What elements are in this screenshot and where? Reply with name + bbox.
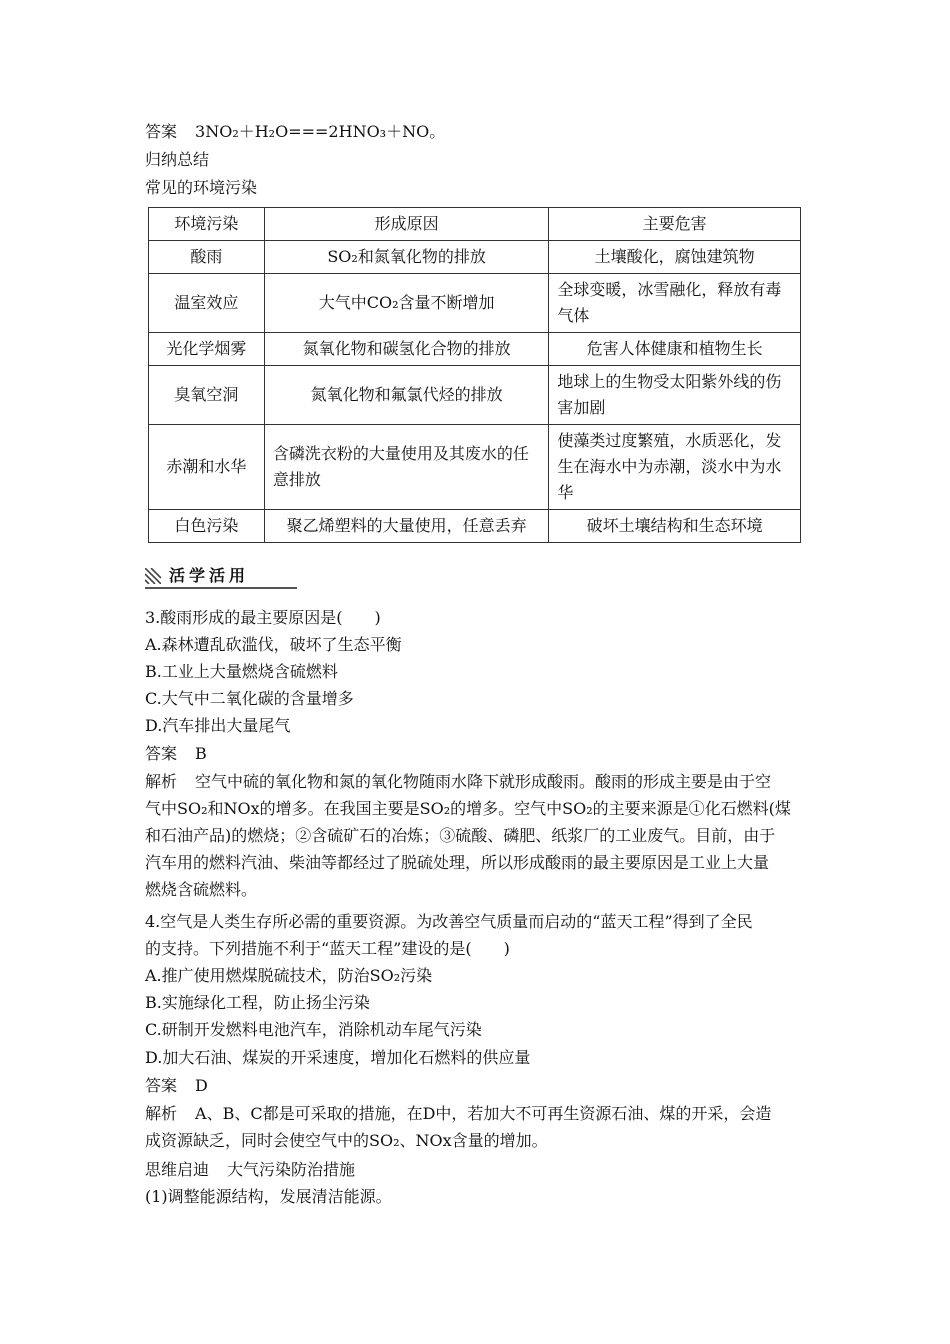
table-row <box>149 366 801 425</box>
table-cell: 赤潮和水华 <box>149 425 265 510</box>
table-header-cell: 环境污染 <box>149 208 265 241</box>
option-item: A.森林遭乱砍滥伐，破坏了生态平衡 <box>145 635 402 654</box>
table-row <box>149 274 801 333</box>
table-cell: 白色污染 <box>149 510 265 543</box>
option-item: D.加大石油、煤炭的开采速度，增加化石燃料的供应量 <box>145 1048 531 1067</box>
analysis-label: 解析 <box>145 1104 178 1123</box>
table-header-row <box>149 208 801 241</box>
table-header-cell: 主要危害 <box>549 208 801 241</box>
table-cell: 使藻类过度繁殖，水质恶化，发生在海水中为赤潮，淡水中为水华 <box>549 425 801 510</box>
question-stem: 3.酸雨形成的最主要原因是( ) <box>145 608 381 627</box>
option-item: B.工业上大量燃烧含硫燃料 <box>145 662 338 681</box>
question-stem: 4.空气是人类生存所必需的重要资源。为改善空气质量而启动的“蓝天工程”得到了全民 <box>145 912 753 931</box>
option-item: B.实施绿化工程，防止扬尘污染 <box>145 993 370 1012</box>
analysis-text: 燃烧含硫燃料。 <box>145 880 258 899</box>
analysis-text: 气中SO₂和NOx的增多。在我国主要是SO₂的增多。空气中SO₂的主要来源是①化石燃料(煤 <box>145 799 791 818</box>
answer-line <box>145 744 815 764</box>
table-row <box>149 241 801 274</box>
table-cell: SO₂和氮氧化物的排放 <box>264 241 549 274</box>
answer-value: D <box>195 1076 208 1095</box>
table-cell: 危害人体健康和植物生长 <box>549 333 801 366</box>
table-cell: 地球上的生物受太阳紫外线的伤害加剧 <box>549 366 801 425</box>
section-title: 活学活用 <box>169 566 250 585</box>
table-cell: 光化学烟雾 <box>149 333 265 366</box>
table-cell: 温室效应 <box>149 274 265 333</box>
option-item: A.推广使用燃煤脱硫技术，防治SO₂污染 <box>145 966 433 985</box>
table-cell: 聚乙烯塑料的大量使用，任意丢弃 <box>264 510 549 543</box>
table-caption: 常见的环境污染 <box>145 178 258 197</box>
table-cell: 臭氧空洞 <box>149 366 265 425</box>
table-cell: 大气中CO₂含量不断增加 <box>264 274 549 333</box>
table-row <box>149 510 801 543</box>
option-item: D.汽车排出大量尾气 <box>145 716 291 735</box>
option-item: C.大气中二氧化碳的含量增多 <box>145 689 354 708</box>
summary-heading: 归纳总结 <box>145 150 210 169</box>
table-header-cell: 形成原因 <box>264 208 549 241</box>
analysis-line <box>145 1104 815 1124</box>
analysis-label: 解析 <box>145 772 178 791</box>
diagonal-stripe-icon <box>145 568 161 584</box>
question-stem: 的支持。下列措施不利于“蓝天工程”建设的是( ) <box>145 939 510 958</box>
table-cell: 土壤酸化，腐蚀建筑物 <box>549 241 801 274</box>
table-cell: 破坏土壤结构和生态环境 <box>549 510 801 543</box>
analysis-text: A、B、C都是可采取的措施，在D中，若加大不可再生资源石油、煤的开采，会造 <box>195 1104 772 1123</box>
table-cell: 含磷洗衣粉的大量使用及其废水的任意排放 <box>264 425 549 510</box>
section-header <box>145 566 297 590</box>
answer-label: 答案 <box>145 122 178 141</box>
thinking-label: 思维启迪 <box>145 1160 210 1179</box>
analysis-text: 和石油产品)的燃烧；②含硫矿石的冶炼；③硫酸、磷肥、纸浆厂的工业废气。目前，由于 <box>145 826 776 845</box>
answer-text: 3NO₂＋H₂O===2HNO₃＋NO。 <box>195 122 446 141</box>
pollution-table <box>148 207 801 543</box>
table-cell: 全球变暖，冰雪融化，释放有毒气体 <box>549 274 801 333</box>
answer-line <box>145 1076 815 1096</box>
analysis-line <box>145 772 815 792</box>
answer-label: 答案 <box>145 744 178 763</box>
answer-line <box>145 122 815 142</box>
thinking-item: (1)调整能源结构，发展清洁能源。 <box>145 1187 392 1206</box>
thinking-line <box>145 1160 815 1180</box>
analysis-text: 汽车用的燃料汽油、柴油等都经过了脱硫处理，所以形成酸雨的最主要原因是工业上大量 <box>145 853 770 872</box>
analysis-text: 成资源缺乏，同时会使空气中的SO₂、NOx含量的增加。 <box>145 1131 548 1150</box>
section-divider <box>145 587 297 589</box>
option-item: C.研制开发燃料电池汽车，消除机动车尾气污染 <box>145 1020 482 1039</box>
table-row <box>149 333 801 366</box>
table-cell: 酸雨 <box>149 241 265 274</box>
table-cell: 氮氧化物和氟氯代烃的排放 <box>264 366 549 425</box>
answer-value: B <box>195 744 207 763</box>
analysis-text: 空气中硫的氧化物和氮的氧化物随雨水降下就形成酸雨。酸雨的形成主要是由于空 <box>195 772 772 791</box>
table-row <box>149 425 801 510</box>
table-cell: 氮氧化物和碳氢化合物的排放 <box>264 333 549 366</box>
answer-label: 答案 <box>145 1076 178 1095</box>
thinking-title: 大气污染防治措施 <box>227 1160 356 1179</box>
